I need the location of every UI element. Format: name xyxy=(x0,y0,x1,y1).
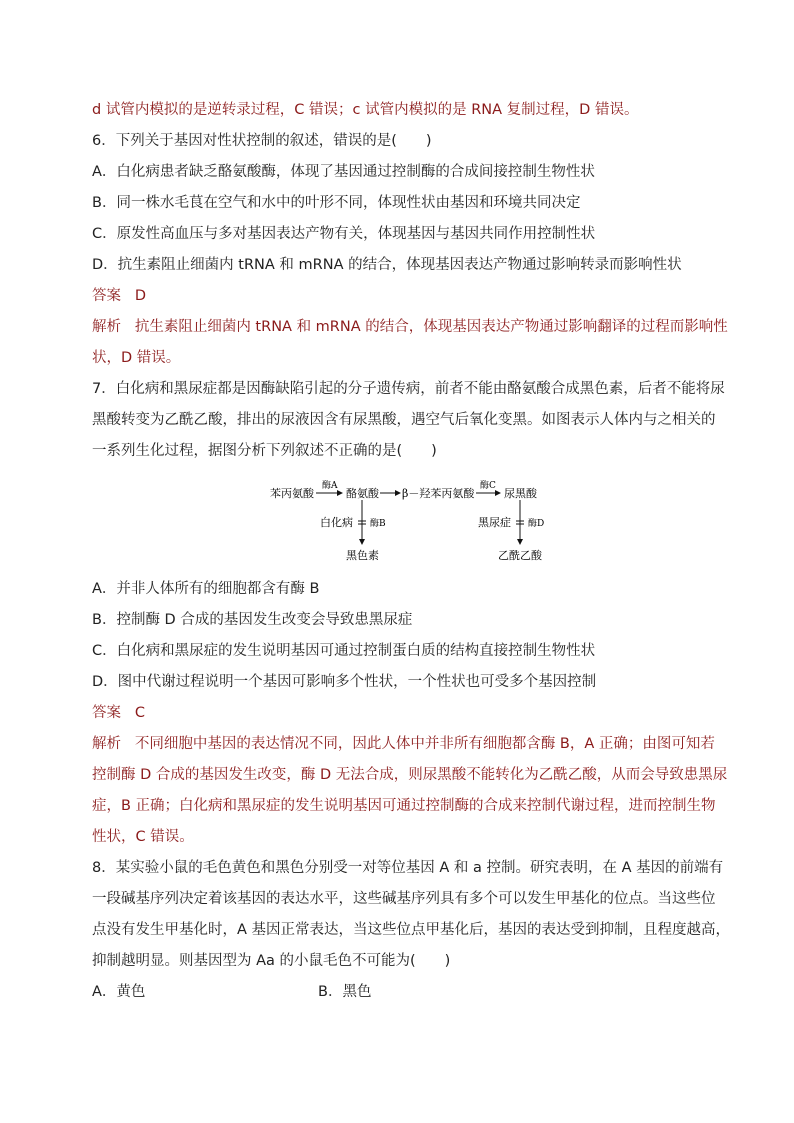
answer-value: C xyxy=(134,705,145,721)
phenylalanine-label: 苯丙氨酸 xyxy=(270,487,314,500)
question-8-stem-3: 点没有发生甲基化时，A 基因正常表达，当这些位点甲基化后，基因的表达受到抑制，且程度越高， xyxy=(92,922,731,938)
enzyme-b-label: 酶B xyxy=(370,519,386,529)
question-8-option-b: B．黑色 xyxy=(318,984,372,1000)
alkaptonuria-label: 黑尿症 xyxy=(478,516,511,529)
enzyme-c-label: 酶C xyxy=(480,481,496,491)
question-6-option-a: A．白化病患者缺乏酪氨酸酶，体现了基因通过控制酶的合成间接控制生物性状 xyxy=(92,164,595,180)
acetoacetate-label: 乙酰乙酸 xyxy=(498,549,542,562)
question-7-stem-1: 7．白化病和黑尿症都是因酶缺陷引起的分子遗传病，前者不能由酪氨酸合成黑色素，后者不能将尿 xyxy=(92,381,725,397)
question-6-stem: 6．下列关于基因对性状控制的叙述，错误的是( ) xyxy=(92,133,432,149)
question-8-stem-1: 8．某实验小鼠的毛色黄色和黑色分别受一对等位基因 A 和 a 控制。研究表明，在 A 基因的前端有 xyxy=(92,860,724,876)
question-7-analysis-cont-3: 性状，C 错误。 xyxy=(92,829,194,845)
metabolic-pathway-diagram xyxy=(262,478,562,570)
question-7-option-a: A．并非人体所有的细胞都含有酶 B xyxy=(92,581,320,597)
hydroxyphenyl-label: β－羟苯丙氨酸 xyxy=(402,487,475,500)
question-7-stem-2: 黑酸转变为乙酰乙酸，排出的尿液因含有尿黑酸，遇空气后氧化变黑。如图表示人体内与之相关的 xyxy=(92,412,716,428)
enzyme-a-label: 酶A xyxy=(322,481,338,491)
question-8-stem-4: 抑制越明显。则基因型为 Aa 的小鼠毛色不可能为( ) xyxy=(92,953,451,969)
answer-label: 答案 xyxy=(92,705,121,721)
question-7-option-c: C．白化病和黑尿症的发生说明基因可通过控制蛋白质的结构直接控制生物性状 xyxy=(92,643,596,659)
analysis-label: 解析 xyxy=(92,319,121,335)
tyrosine-label: 酪氨酸 xyxy=(346,487,379,500)
question-6-option-c: C．原发性高血压与多对基因表达产物有关，体现基因与基因共同作用控制性状 xyxy=(92,226,596,242)
albinism-label: 白化病 xyxy=(320,516,353,529)
melanin-label: 黑色素 xyxy=(346,549,379,562)
homogentisic-acid-label: 尿黑酸 xyxy=(504,487,537,500)
question-7-analysis: 解析 不同细胞中基因的表达情况不同，因此人体中并非所有细胞都含酶 B，A 正确；由图可知若 xyxy=(92,736,715,752)
analysis-line-prev: d 试管内模拟的是逆转录过程，C 错误；c 试管内模拟的是 RNA 复制过程，D 错误。 xyxy=(92,102,639,118)
question-6-answer xyxy=(92,286,712,306)
question-7-option-b: B．控制酶 D 合成的基因发生改变会导致患黑尿症 xyxy=(92,612,413,628)
answer-value: D xyxy=(134,288,146,304)
question-6-option-b: B．同一株水毛茛在空气和水中的叶形不同，体现性状由基因和环境共同决定 xyxy=(92,195,581,211)
question-7-analysis-cont-2: 症，B 正确；白化病和黑尿症的发生说明基因可通过控制酶的合成来控制代谢过程，进而控制生物 xyxy=(92,798,716,814)
enzyme-d-label: 酶D xyxy=(528,519,545,529)
question-8-stem-2: 一段碱基序列决定着该基因的表达水平，这些碱基序列具有多个可以发生甲基化的位点。当这些位 xyxy=(92,891,716,907)
question-7-answer xyxy=(92,703,712,723)
question-7-analysis-cont-1: 控制酶 D 合成的基因发生改变，酶 D 无法合成，则尿黑酸不能转化为乙酰乙酸，从而会导致患黑尿 xyxy=(92,767,728,783)
question-8-options xyxy=(92,982,712,1002)
question-7-stem-3: 一系列生化过程，据图分析下列叙述不正确的是( ) xyxy=(92,443,437,459)
question-6-analysis-cont: 状，D 错误。 xyxy=(92,350,181,366)
answer-label: 答案 xyxy=(92,288,121,304)
question-6-analysis: 解析 抗生素阻止细菌内 tRNA 和 mRNA 的结合，体现基因表达产物通过影响翻译的过程而影响性 xyxy=(92,319,728,335)
analysis-label: 解析 xyxy=(92,736,121,752)
question-8-option-a: A．黄色 xyxy=(92,984,146,1000)
question-6-option-d: D．抗生素阻止细菌内 tRNA 和 mRNA 的结合，体现基因表达产物通过影响转录而影响性状 xyxy=(92,257,682,273)
question-7-option-d: D．图中代谢过程说明一个基因可影响多个性状，一个性状也可受多个基因控制 xyxy=(92,674,597,690)
